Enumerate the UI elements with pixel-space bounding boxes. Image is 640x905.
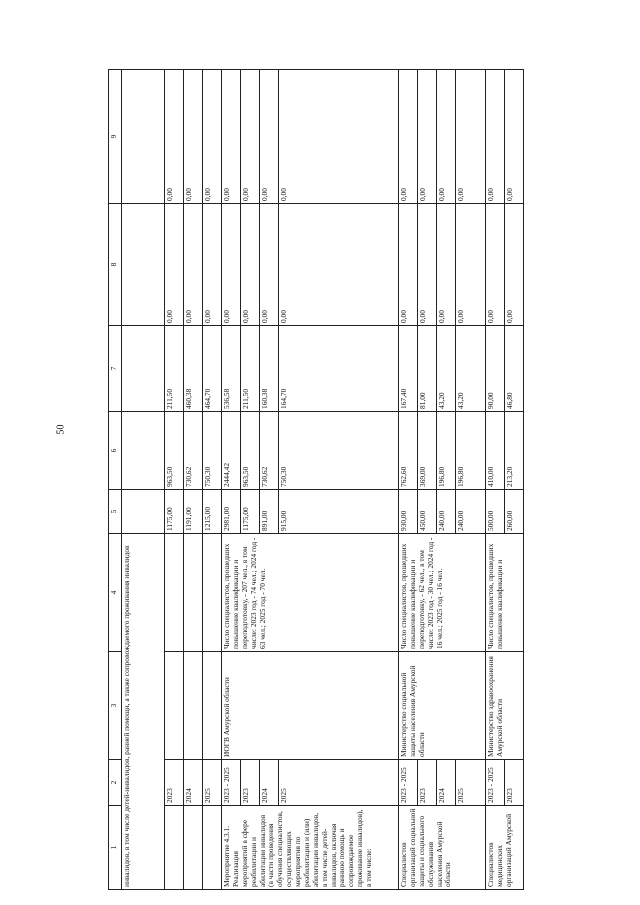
value-cell: 160,38 xyxy=(260,326,279,412)
empty-cell xyxy=(122,490,165,534)
value-cell: 0,00 xyxy=(399,70,418,204)
table-row xyxy=(165,70,184,890)
executor-cell: Министерство социальной защиты населения Амурской области xyxy=(399,652,486,760)
value-cell: 450,00 xyxy=(418,490,437,534)
header-cell: 5 xyxy=(109,490,122,534)
header-cell: 4 xyxy=(109,534,122,652)
value-cell: 963,50 xyxy=(241,412,260,490)
value-cell: 0,00 xyxy=(486,204,505,326)
value-cell: 43,20 xyxy=(437,326,456,412)
table-row xyxy=(486,70,505,890)
header-cell: 3 xyxy=(109,652,122,760)
header-cell: 1 xyxy=(109,806,122,890)
indicator-cell: Число специалистов, прошедших повышение квалификации и xyxy=(486,534,524,652)
table-row xyxy=(399,70,418,890)
measure-name-cell: Мероприятие 4.3.1. Реализация мероприятий в сфере реабилитации и абилитации инвалидов (в части проведения обучения специалистов, осуществляющих мероприятия по реабилитации и (или) абилитации инвалидов, в том числе детей-инвалидов, включая раннюю помощь и сопровождаемое проживание инвалидов), в том числе: xyxy=(222,806,399,890)
empty-cell xyxy=(203,652,222,760)
value-cell: 730,62 xyxy=(260,412,279,490)
value-cell: 0,00 xyxy=(165,204,184,326)
header-cell: 9 xyxy=(109,70,122,204)
value-cell: 0,00 xyxy=(486,70,505,204)
value-cell: 0,00 xyxy=(165,70,184,204)
year-cell: 2024 xyxy=(184,760,203,806)
value-cell: 0,00 xyxy=(260,204,279,326)
value-cell: 0,00 xyxy=(456,204,486,326)
year-cell: 2023 - 2025 xyxy=(222,760,241,806)
year-cell: 2025 xyxy=(279,760,399,806)
value-cell: 750,30 xyxy=(279,412,399,490)
value-cell: 1175,00 xyxy=(165,490,184,534)
table-row xyxy=(260,70,279,890)
table-row xyxy=(437,70,456,890)
value-cell: 0,00 xyxy=(505,204,524,326)
measure-name-cell: Специалистов организаций социальной защиты и социального обслуживания населения Амурской области xyxy=(399,806,486,890)
value-cell: 891,00 xyxy=(260,490,279,534)
table-row xyxy=(505,70,524,890)
value-cell: 164,70 xyxy=(279,326,399,412)
empty-cell xyxy=(122,204,165,326)
group-heading-row xyxy=(122,70,165,890)
value-cell: 0,00 xyxy=(260,70,279,204)
empty-cell xyxy=(203,534,222,652)
value-cell: 750,30 xyxy=(203,412,222,490)
value-cell: 46,80 xyxy=(505,326,524,412)
value-cell: 43,20 xyxy=(456,326,486,412)
empty-cell xyxy=(203,806,222,890)
value-cell: 0,00 xyxy=(418,204,437,326)
table-row xyxy=(456,70,486,890)
year-cell: 2023 xyxy=(418,760,437,806)
budget-table xyxy=(108,69,524,890)
empty-cell xyxy=(122,412,165,490)
year-cell: 2023 - 2025 xyxy=(486,760,505,806)
value-cell: 240,00 xyxy=(456,490,486,534)
year-cell: 2023 xyxy=(505,760,524,806)
value-cell: 0,00 xyxy=(222,70,241,204)
year-cell: 2024 xyxy=(260,760,279,806)
table-row xyxy=(279,70,399,890)
table-row xyxy=(418,70,437,890)
value-cell: 762,60 xyxy=(399,412,418,490)
year-cell: 2024 xyxy=(437,760,456,806)
value-cell: 730,62 xyxy=(184,412,203,490)
value-cell: 260,00 xyxy=(505,490,524,534)
empty-cell xyxy=(165,534,184,652)
value-cell: 213,20 xyxy=(505,412,524,490)
value-cell: 2444,42 xyxy=(222,412,241,490)
value-cell: 0,00 xyxy=(456,70,486,204)
value-cell: 0,00 xyxy=(222,204,241,326)
value-cell: 90,00 xyxy=(486,326,505,412)
value-cell: 167,40 xyxy=(399,326,418,412)
value-cell: 1191,00 xyxy=(184,490,203,534)
value-cell: 0,00 xyxy=(241,204,260,326)
table-row xyxy=(222,70,241,890)
header-row xyxy=(109,70,122,890)
empty-cell xyxy=(122,326,165,412)
year-cell: 2025 xyxy=(203,760,222,806)
empty-cell xyxy=(184,652,203,760)
year-cell: 2025 xyxy=(456,760,486,806)
empty-cell xyxy=(165,806,184,890)
value-cell: 0,00 xyxy=(505,70,524,204)
year-cell: 2023 xyxy=(241,760,260,806)
measure-name-cell: Специалистов медицинских организаций Амурской xyxy=(486,806,524,890)
value-cell: 1215,00 xyxy=(203,490,222,534)
value-cell: 536,58 xyxy=(222,326,241,412)
value-cell: 915,00 xyxy=(279,490,399,534)
header-cell: 8 xyxy=(109,204,122,326)
value-cell: 410,00 xyxy=(486,412,505,490)
value-cell: 211,50 xyxy=(165,326,184,412)
value-cell: 460,38 xyxy=(184,326,203,412)
value-cell: 0,00 xyxy=(184,70,203,204)
executor-cell: Министерство здравоохранения Амурской области xyxy=(486,652,524,760)
value-cell: 2981,00 xyxy=(222,490,241,534)
year-cell: 2023 - 2025 xyxy=(399,760,418,806)
value-cell: 500,00 xyxy=(486,490,505,534)
value-cell: 0,00 xyxy=(184,204,203,326)
table-row xyxy=(184,70,203,890)
header-cell: 7 xyxy=(109,326,122,412)
page-number: 50 xyxy=(55,424,67,435)
indicator-cell: Число специалистов, прошедших повышение квалификации и переподготовку, - 62 чел., в том числе: 2023 год - 30 чел.; 2024 год - 16 чел.; 2025 год - 16 чел. xyxy=(399,534,486,652)
value-cell: 963,50 xyxy=(165,412,184,490)
value-cell: 369,00 xyxy=(418,412,437,490)
rotated-table-container xyxy=(108,70,578,890)
value-cell: 196,80 xyxy=(437,412,456,490)
value-cell: 196,80 xyxy=(456,412,486,490)
value-cell: 240,00 xyxy=(437,490,456,534)
value-cell: 0,00 xyxy=(437,204,456,326)
value-cell: 0,00 xyxy=(279,70,399,204)
value-cell: 0,00 xyxy=(418,70,437,204)
empty-cell xyxy=(184,534,203,652)
indicator-cell: Число специалистов, прошедших повышение квалификации и переподготовку, - 207 чел., в том числе: 2023 год - 74 чел.; 2024 год - 63 чел.; 2025 год - 70 чел. xyxy=(222,534,399,652)
header-cell: 6 xyxy=(109,412,122,490)
year-cell: 2023 xyxy=(165,760,184,806)
group-heading-cell: инвалидов, в том числе детей-инвалидов, ранней помощи, а также сопровождаемого проживания инвалидов xyxy=(122,534,165,890)
table-row xyxy=(241,70,260,890)
value-cell: 0,00 xyxy=(203,204,222,326)
value-cell: 0,00 xyxy=(399,204,418,326)
value-cell: 0,00 xyxy=(203,70,222,204)
header-cell: 2 xyxy=(109,760,122,806)
table-row xyxy=(203,70,222,890)
empty-cell xyxy=(165,652,184,760)
empty-cell xyxy=(184,806,203,890)
value-cell: 0,00 xyxy=(241,70,260,204)
executor-cell: ИОГВ Амурской области xyxy=(222,652,399,760)
value-cell: 0,00 xyxy=(437,70,456,204)
empty-cell xyxy=(122,70,165,204)
value-cell: 0,00 xyxy=(279,204,399,326)
value-cell: 211,50 xyxy=(241,326,260,412)
value-cell: 1175,00 xyxy=(241,490,260,534)
value-cell: 930,00 xyxy=(399,490,418,534)
value-cell: 464,70 xyxy=(203,326,222,412)
value-cell: 81,00 xyxy=(418,326,437,412)
